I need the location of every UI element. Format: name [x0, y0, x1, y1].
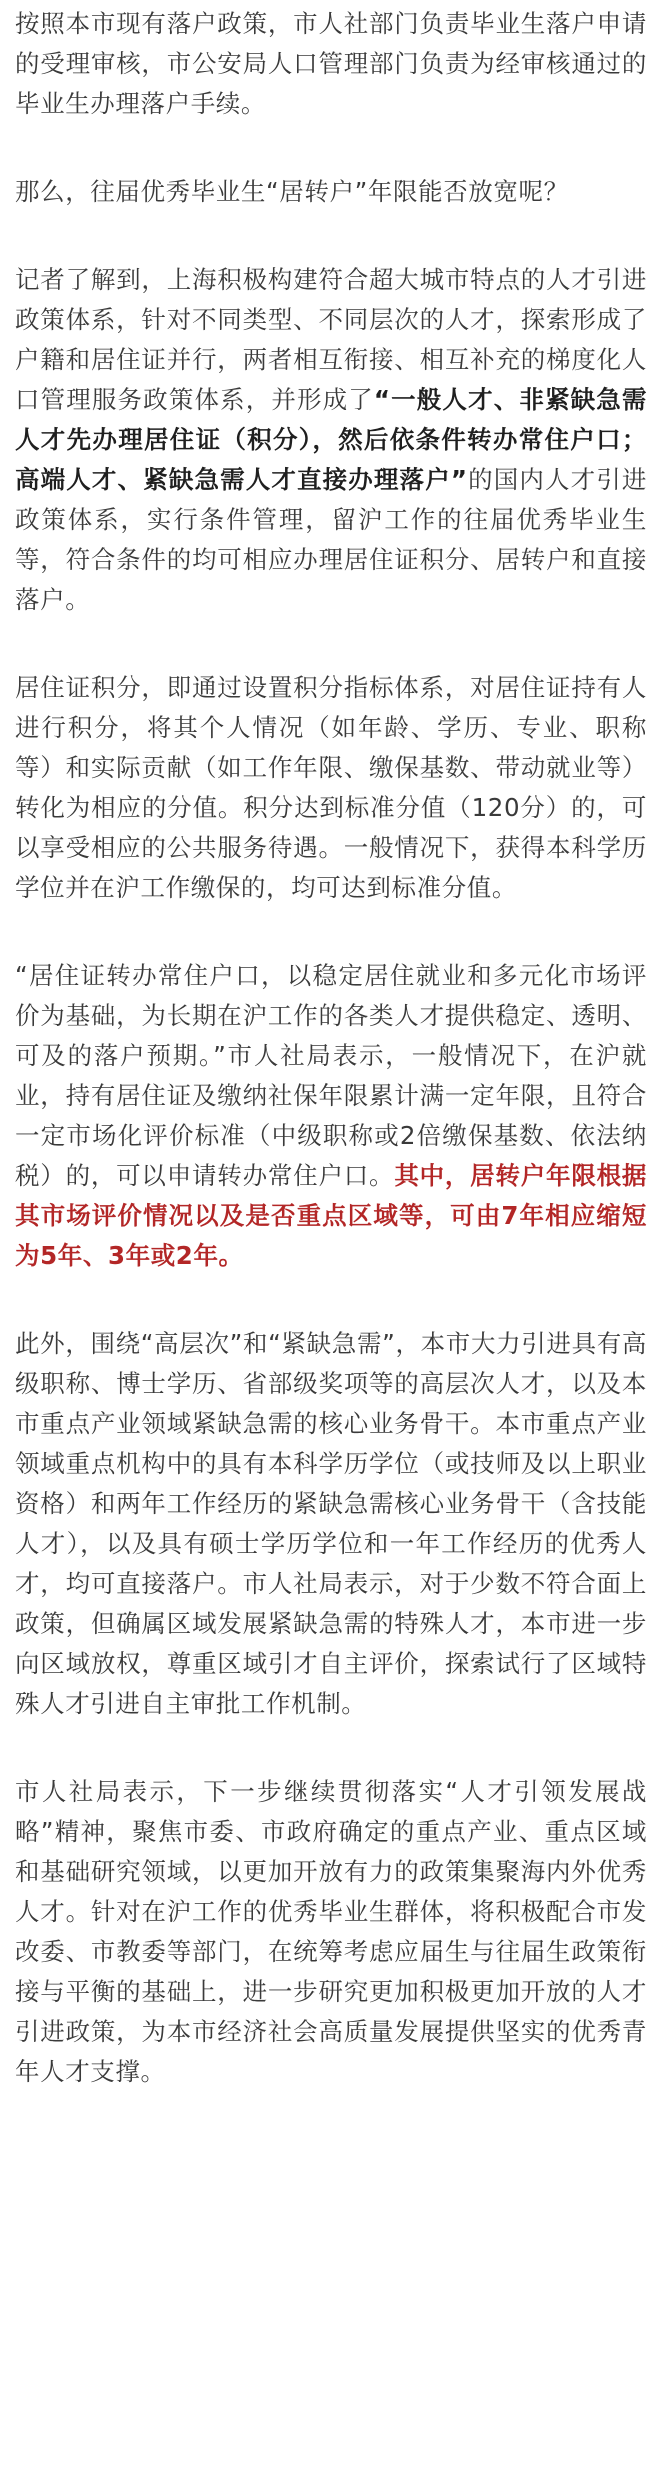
paragraph-text: 记者了解到，上海积极构建符合超大城市特点的人才引进政策体系，针对不同类型、不同层次的人才，探索形成了户籍和居住证并行，两者相互衔接、相互补充的梯度化人口管理服务政策体系，并形成了	[15, 265, 647, 414]
paragraph-6	[15, 1324, 647, 1724]
paragraph-2-question	[15, 172, 647, 212]
paragraph-text: 市人社局表示，下一步继续贯彻落实“人才引领发展战略”精神，聚焦市委、市政府确定的重点产业、重点区域和基础研究领域，以更加开放有力的政策集聚海内外优秀人才。针对在沪工作的优秀毕业生群体，将积极配合市发改委、市教委等部门，在统筹考虑应届生与往届生政策衔接与平衡的基础上，进一步研究更加积极更加开放的人才引进政策，为本市经济社会高质量发展提供坚实的优秀青年人才支撑。	[15, 1777, 647, 2086]
paragraph-gap	[15, 124, 647, 172]
paragraph-gap	[15, 620, 647, 668]
paragraph-text: 居住证积分，即通过设置积分指标体系，对居住证持有人进行积分，将其个人情况（如年龄、学历、专业、职称等）和实际贡献（如工作年限、缴保基数、带动就业等）转化为相应的分值。积分达到标准分值（120分）的，可以享受相应的公共服务待遇。一般情况下，获得本科学历学位并在沪工作缴保的，均可达到标准分值。	[15, 673, 647, 902]
paragraph-text: “居住证转办常住户口，以稳定居住就业和多元化市场评价为基础，为长期在沪工作的各类人才提供稳定、透明、可及的落户预期。”市人社局表示，一般情况下，在沪就业，持有居住证及缴纳社保年限累计满一定年限，且符合一定市场化评价标准（中级职称或2倍缴保基数、依法纳税）的，可以申请转办常住户口。	[15, 961, 647, 1190]
paragraph-4	[15, 668, 647, 908]
paragraph-gap	[15, 212, 647, 260]
paragraph-3	[15, 260, 647, 620]
red-emphasis-text: 其中，居转户年限根据其市场评价情况以及是否重点区域等，可由7年相应缩短为5年、3年或2年。	[15, 1161, 647, 1270]
paragraph-gap	[15, 1724, 647, 1772]
paragraph-7	[15, 1772, 647, 2092]
paragraph-text: 的国内人才引进政策体系，实行条件管理，留沪工作的往届优秀毕业生等，符合条件的均可相应办理居住证积分、居转户和直接落户。	[15, 465, 647, 614]
paragraph-1	[15, 4, 647, 124]
paragraph-text: 此外，围绕“高层次”和“紧缺急需”，本市大力引进具有高级职称、博士学历、省部级奖项等的高层次人才，以及本市重点产业领域紧缺急需的核心业务骨干。本市重点产业领域重点机构中的具有本科学历学位（或技师及以上职业资格）和两年工作经历的紧缺急需核心业务骨干（含技能人才），以及具有硕士学历学位和一年工作经历的优秀人才，均可直接落户。市人社局表示，对于少数不符合面上政策，但确属区域发展紧缺急需的特殊人才，本市进一步向区域放权，尊重区域引才自主评价，探索试行了区域特殊人才引进自主审批工作机制。	[15, 1329, 647, 1718]
paragraph-gap	[15, 908, 647, 956]
paragraph-text: 按照本市现有落户政策，市人社部门负责毕业生落户申请的受理审核，市公安局人口管理部门负责为经审核通过的毕业生办理落户手续。	[15, 9, 647, 118]
bold-emphasis-text: “一般人才、非紧缺急需人才先办理居住证（积分），然后依条件转办常住户口；高端人才、紧缺急需人才直接办理落户”	[15, 385, 647, 494]
paragraph-gap	[15, 1276, 647, 1324]
paragraph-text: 那么，往届优秀毕业生“居转户”年限能否放宽呢？	[15, 177, 569, 206]
paragraph-5	[15, 956, 647, 1276]
